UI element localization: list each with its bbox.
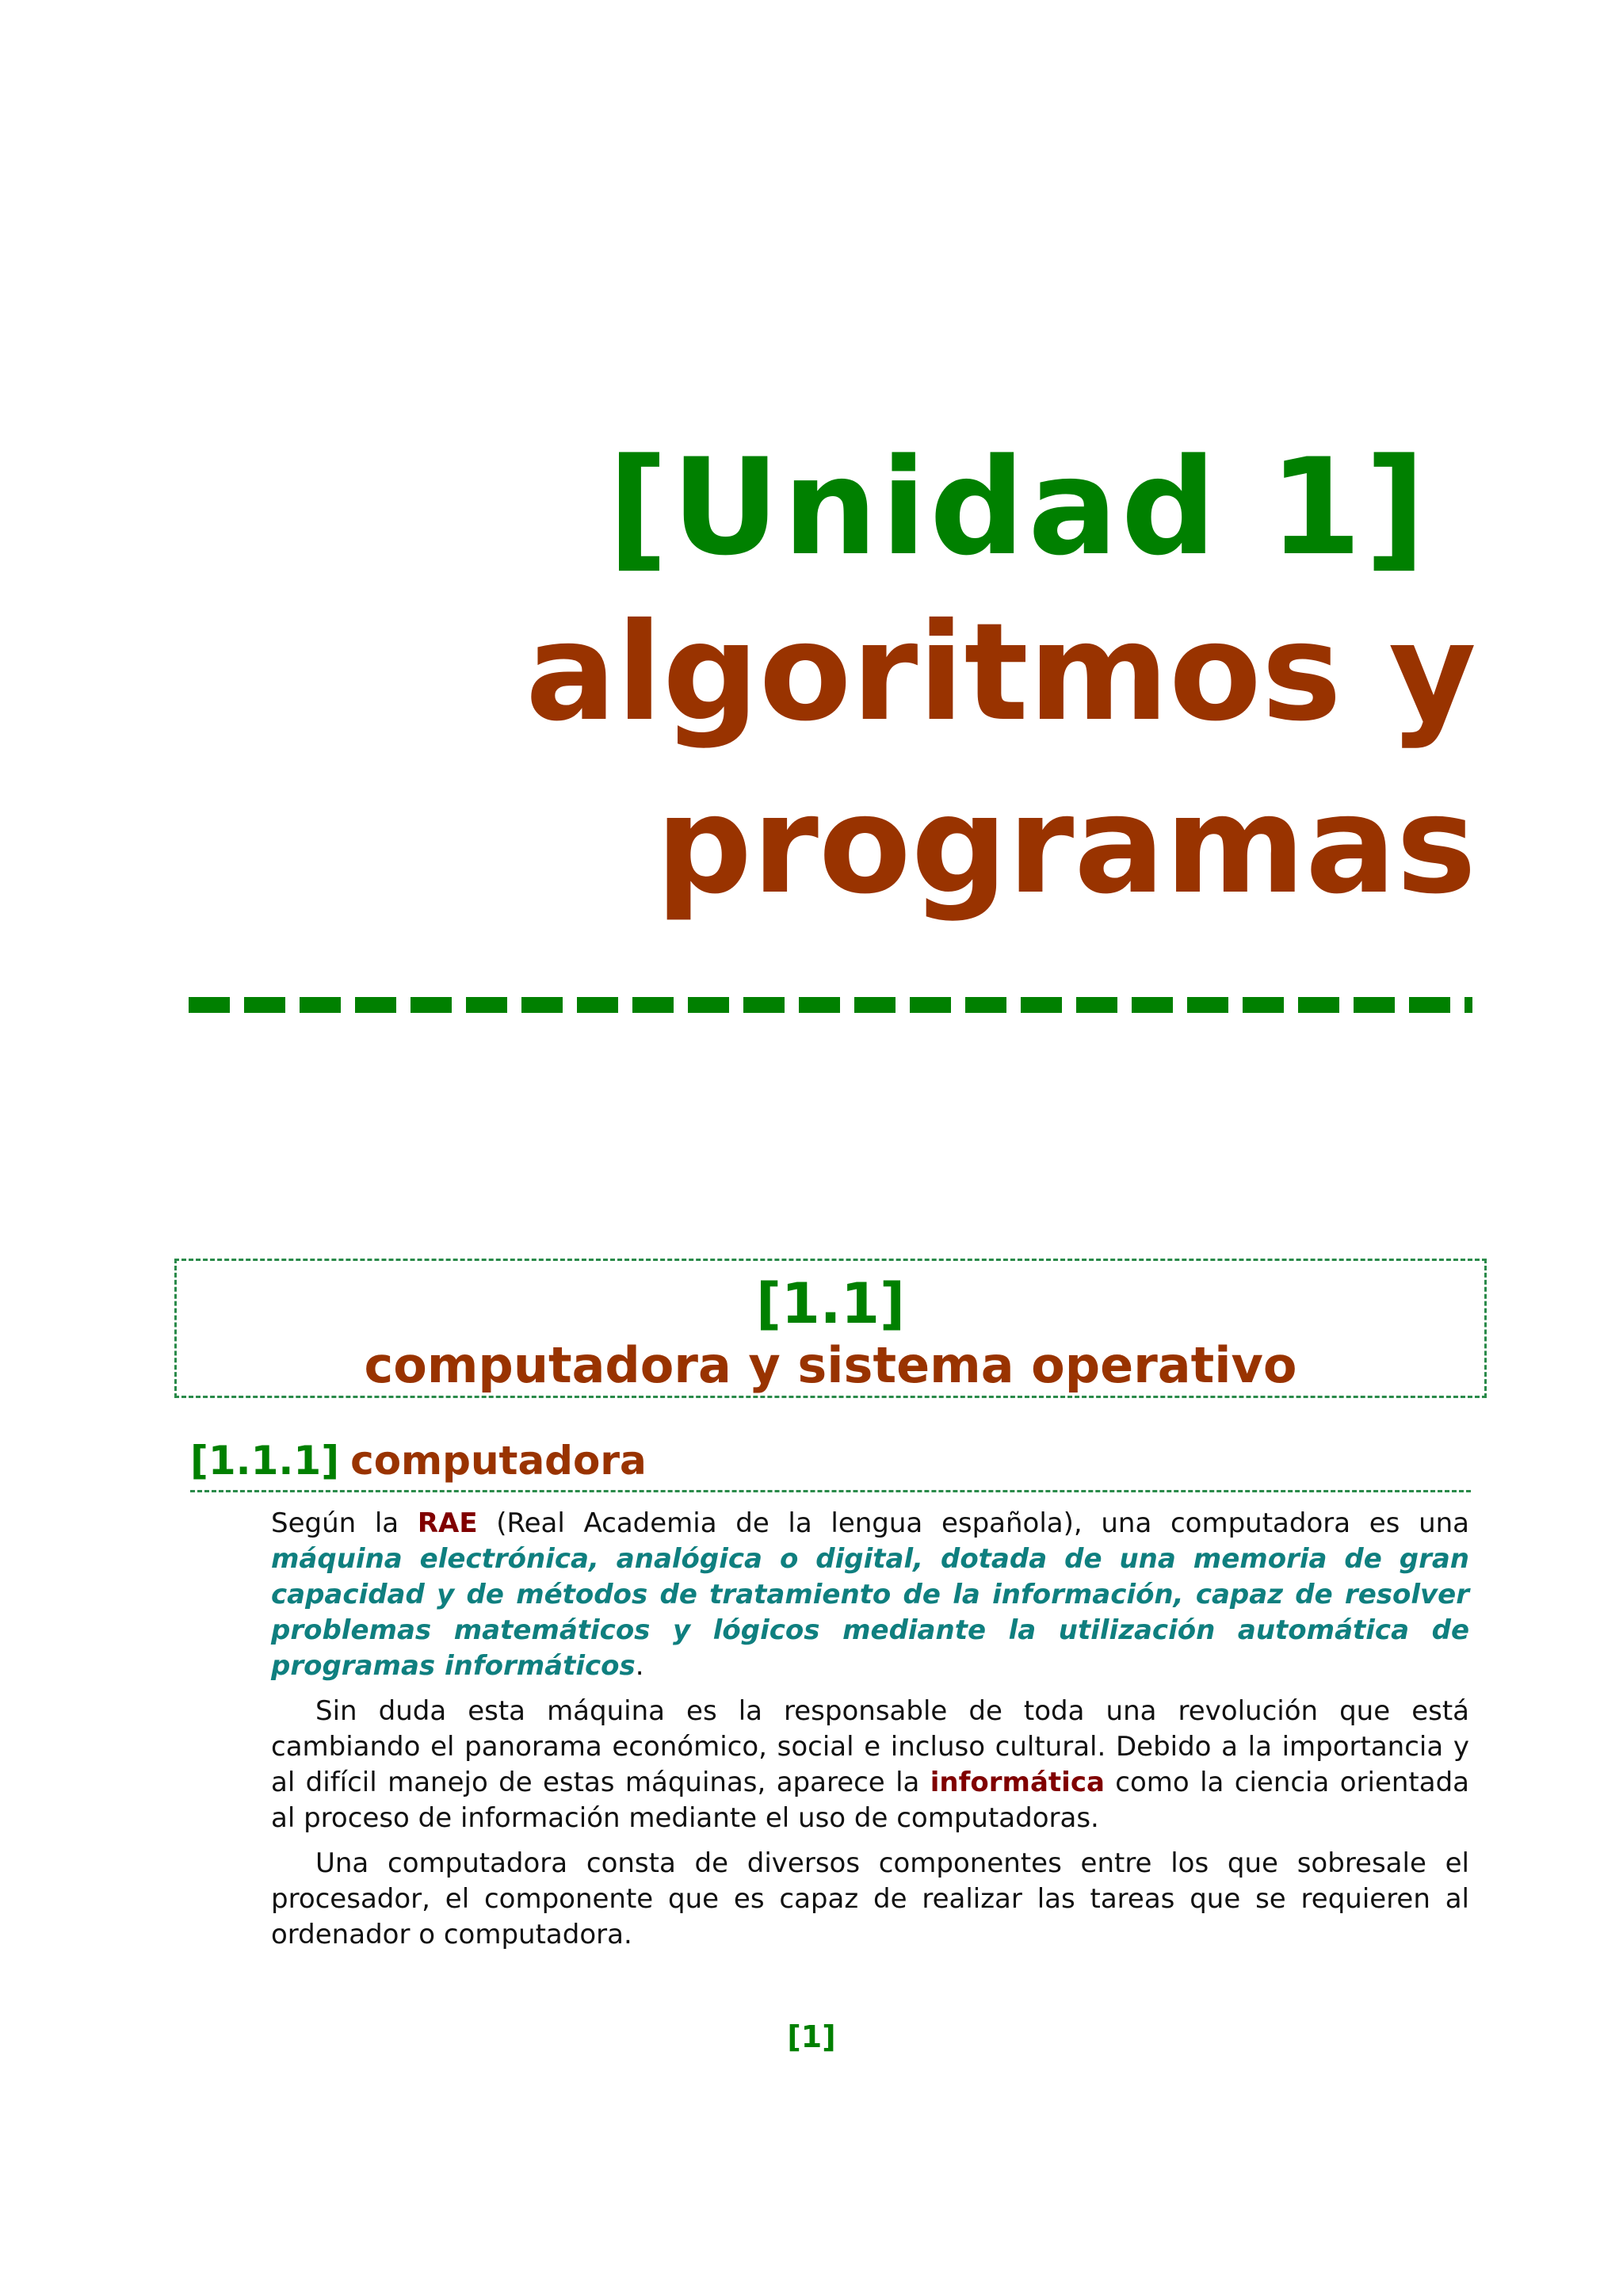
subsection-title: computadora bbox=[350, 1438, 647, 1484]
paragraph-informatica: Sin duda esta máquina es la responsable de toda una revolución que está cambiando el panorama económico, social e incluso cultural. Debido a la importancia y al difícil manejo de estas máquinas, aparece la informática como la ciencia orientada al proceso de información mediante el uso de computadoras. bbox=[271, 1695, 1469, 1834]
definition-text: máquina electrónica, analógica o digital, dotada de una memoria de gran capacidad y de métodos de tratamiento de la información, capaz de resolver problemas matemáticos y lógicos mediante la utilización automática de programas informáticos bbox=[271, 1543, 1469, 1682]
paragraph-componentes: Una computadora consta de diversos componentes entre los que sobresale el procesador, el componente que es capaz de realizar las tareas que se requieren al ordenador o computadora. bbox=[271, 1847, 1469, 1950]
section-title: computadora y sistema operativo bbox=[364, 1336, 1297, 1394]
subsection-number: [1.1.1] bbox=[190, 1438, 340, 1484]
title-divider bbox=[189, 997, 1472, 1013]
page-number: [1] bbox=[787, 2019, 836, 2054]
chapter-title bbox=[129, 428, 1476, 932]
chapter-title-line-1: algoritmos y bbox=[525, 594, 1476, 751]
section-number: [1.1] bbox=[756, 1271, 905, 1336]
body-text bbox=[271, 1506, 1469, 1962]
chapter-number: [Unidad 1] bbox=[607, 430, 1429, 585]
term-rae: RAE bbox=[417, 1507, 478, 1539]
chapter-title-line-2: programas bbox=[655, 767, 1476, 924]
section-heading-box bbox=[174, 1259, 1487, 1398]
subsection-heading bbox=[190, 1435, 1471, 1492]
paragraph-definition: Según la RAE (Real Academia de la lengua española), una computadora es una máquina electrónica, analógica o digital, dotada de una memoria de gran capacidad y de métodos de tratamiento de la información, capaz de resolver problemas matemáticos y lógicos mediante la utilización automática de programas informáticos. bbox=[271, 1507, 1470, 1682]
term-informatica: informática bbox=[930, 1767, 1105, 1798]
